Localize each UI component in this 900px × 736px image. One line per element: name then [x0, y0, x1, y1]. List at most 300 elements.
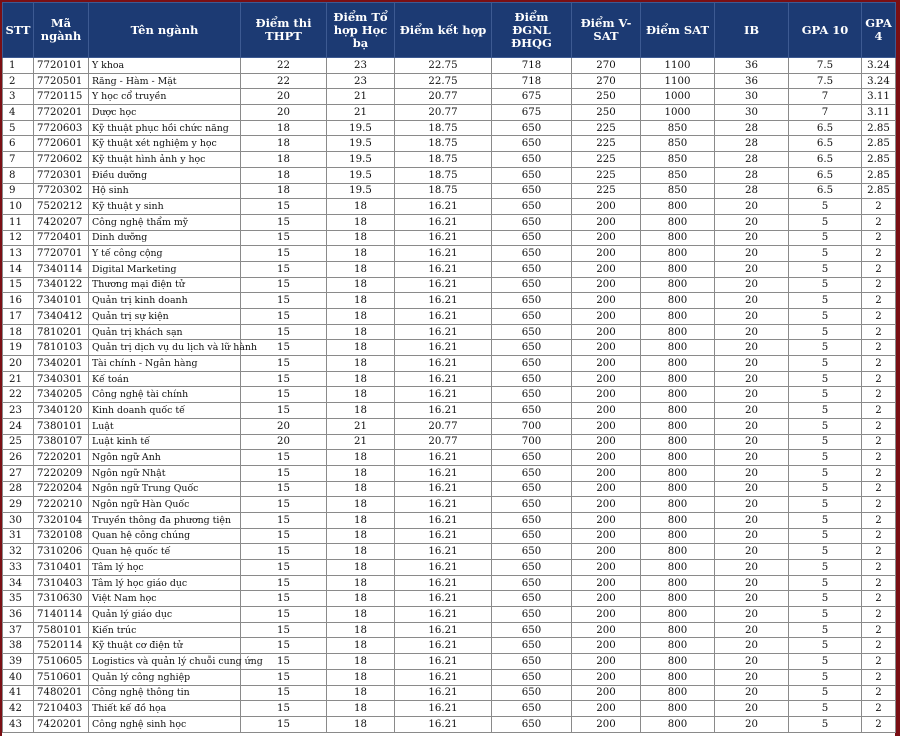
- cell-thpt-score: 15: [241, 324, 327, 340]
- cell-hocba-score: 18: [327, 685, 395, 701]
- cell-vsat-score: 200: [572, 591, 641, 607]
- cell-sat-score: 850: [641, 120, 715, 136]
- cell-stt: 31: [3, 528, 34, 544]
- cell-thpt-score: 15: [241, 544, 327, 560]
- cell-gpa4: 2: [862, 293, 896, 309]
- cell-major-name: Ngôn ngữ Hàn Quốc: [89, 497, 241, 513]
- cell-thpt-score: 15: [241, 528, 327, 544]
- cell-thpt-score: 15: [241, 309, 327, 325]
- cell-major-name: Tài chính - Ngân hàng: [89, 356, 241, 372]
- cell-ib-score: 20: [715, 199, 789, 215]
- cell-combined-score: 16.21: [395, 654, 492, 670]
- cell-vsat-score: 250: [572, 89, 641, 105]
- cell-hocba-score: 18: [327, 246, 395, 262]
- table-row: [3, 89, 896, 105]
- cell-ib-score: 20: [715, 293, 789, 309]
- cell-combined-score: 16.21: [395, 591, 492, 607]
- cell-gpa10: 5: [789, 701, 862, 717]
- cell-gpa4: 2: [862, 701, 896, 717]
- cell-combined-score: 16.21: [395, 214, 492, 230]
- cell-stt: 20: [3, 356, 34, 372]
- cell-thpt-score: 20: [241, 418, 327, 434]
- cell-sat-score: 800: [641, 669, 715, 685]
- cell-gpa4: 3.24: [862, 73, 896, 89]
- cell-gpa10: 5: [789, 340, 862, 356]
- cell-hocba-score: 18: [327, 497, 395, 513]
- cell-hocba-score: 18: [327, 356, 395, 372]
- cell-hocba-score: 18: [327, 199, 395, 215]
- cell-gpa10: 5: [789, 685, 862, 701]
- cell-gpa4: 2: [862, 214, 896, 230]
- cell-gpa10: 7.5: [789, 73, 862, 89]
- cell-major-name: Digital Marketing: [89, 261, 241, 277]
- cell-thpt-score: 15: [241, 685, 327, 701]
- header-combined-score: Điểm kết hợp: [395, 3, 492, 58]
- cell-stt: 1: [3, 58, 34, 74]
- cell-dgnl-score: 650: [492, 387, 572, 403]
- cell-major-code: 7720301: [34, 167, 89, 183]
- cell-gpa10: 5: [789, 356, 862, 372]
- cell-major-code: 7220201: [34, 450, 89, 466]
- cell-dgnl-score: 650: [492, 481, 572, 497]
- cell-sat-score: 800: [641, 497, 715, 513]
- cell-thpt-score: 15: [241, 371, 327, 387]
- cell-sat-score: 800: [641, 575, 715, 591]
- header-major-code: Mã ngành: [34, 3, 89, 58]
- cell-major-code: 7220204: [34, 481, 89, 497]
- cell-gpa10: 5: [789, 669, 862, 685]
- header-dgnl-score: Điểm ĐGNL ĐHQG: [492, 3, 572, 58]
- cell-dgnl-score: 650: [492, 246, 572, 262]
- cell-stt: 2: [3, 73, 34, 89]
- cell-gpa4: 2: [862, 387, 896, 403]
- cell-major-name: Công nghệ thông tin: [89, 685, 241, 701]
- cell-hocba-score: 19.5: [327, 152, 395, 168]
- cell-gpa10: 5: [789, 214, 862, 230]
- cell-gpa4: 2: [862, 638, 896, 654]
- cell-combined-score: 16.21: [395, 309, 492, 325]
- cell-vsat-score: 200: [572, 465, 641, 481]
- table-row: [3, 607, 896, 623]
- cell-vsat-score: 270: [572, 73, 641, 89]
- table-row: [3, 183, 896, 199]
- cell-gpa4: 2: [862, 685, 896, 701]
- cell-major-name: Dinh dưỡng: [89, 230, 241, 246]
- cell-ib-score: 20: [715, 591, 789, 607]
- cell-vsat-score: 200: [572, 277, 641, 293]
- table-row: [3, 497, 896, 513]
- cell-major-name: Răng - Hàm - Mặt: [89, 73, 241, 89]
- cell-major-code: 7720201: [34, 105, 89, 121]
- cell-dgnl-score: 650: [492, 199, 572, 215]
- cell-vsat-score: 200: [572, 607, 641, 623]
- cell-ib-score: 20: [715, 544, 789, 560]
- cell-hocba-score: 18: [327, 450, 395, 466]
- cell-combined-score: 18.75: [395, 183, 492, 199]
- cell-stt: 36: [3, 607, 34, 623]
- table-row: [3, 356, 896, 372]
- cell-gpa4: 2: [862, 403, 896, 419]
- cell-hocba-score: 18: [327, 638, 395, 654]
- cell-vsat-score: 200: [572, 199, 641, 215]
- cell-hocba-score: 18: [327, 340, 395, 356]
- cell-combined-score: 16.21: [395, 575, 492, 591]
- cell-ib-score: 28: [715, 167, 789, 183]
- cell-major-code: 7380107: [34, 434, 89, 450]
- cell-hocba-score: 18: [327, 654, 395, 670]
- cell-hocba-score: 18: [327, 465, 395, 481]
- cell-gpa10: 5: [789, 654, 862, 670]
- cell-vsat-score: 225: [572, 183, 641, 199]
- cell-combined-score: 16.21: [395, 638, 492, 654]
- table-row: [3, 309, 896, 325]
- cell-major-code: 7340114: [34, 261, 89, 277]
- cell-sat-score: 800: [641, 214, 715, 230]
- cell-combined-score: 20.77: [395, 89, 492, 105]
- cell-gpa4: 3.11: [862, 89, 896, 105]
- cell-stt: 5: [3, 120, 34, 136]
- cell-hocba-score: 18: [327, 387, 395, 403]
- cell-sat-score: 800: [641, 591, 715, 607]
- cell-vsat-score: 200: [572, 214, 641, 230]
- cell-gpa10: 6.5: [789, 120, 862, 136]
- cell-hocba-score: 18: [327, 481, 395, 497]
- cell-thpt-score: 22: [241, 58, 327, 74]
- cell-gpa4: 2: [862, 716, 896, 732]
- cell-gpa4: 2.85: [862, 120, 896, 136]
- cell-major-name: Thiết kế đồ họa: [89, 701, 241, 717]
- cell-dgnl-score: 650: [492, 340, 572, 356]
- cell-sat-score: 800: [641, 528, 715, 544]
- cell-vsat-score: 200: [572, 512, 641, 528]
- cell-major-name: Luật: [89, 418, 241, 434]
- cell-stt: 8: [3, 167, 34, 183]
- cell-hocba-score: 21: [327, 434, 395, 450]
- cell-thpt-score: 15: [241, 403, 327, 419]
- cell-major-name: Kinh doanh quốc tế: [89, 403, 241, 419]
- header-gpa10: GPA 10: [789, 3, 862, 58]
- cell-major-name: Quản lý giáo dục: [89, 607, 241, 623]
- cell-ib-score: 20: [715, 309, 789, 325]
- cell-combined-score: 20.77: [395, 434, 492, 450]
- cell-major-code: 7480201: [34, 685, 89, 701]
- admission-score-table: [2, 2, 896, 733]
- cell-combined-score: 16.21: [395, 356, 492, 372]
- cell-sat-score: 800: [641, 560, 715, 576]
- cell-hocba-score: 18: [327, 371, 395, 387]
- cell-stt: 4: [3, 105, 34, 121]
- cell-dgnl-score: 650: [492, 371, 572, 387]
- cell-gpa10: 5: [789, 575, 862, 591]
- table-row: [3, 105, 896, 121]
- cell-major-code: 7340120: [34, 403, 89, 419]
- cell-sat-score: 800: [641, 418, 715, 434]
- cell-vsat-score: 200: [572, 654, 641, 670]
- cell-hocba-score: 18: [327, 544, 395, 560]
- cell-major-code: 7510605: [34, 654, 89, 670]
- cell-gpa10: 5: [789, 387, 862, 403]
- cell-ib-score: 20: [715, 654, 789, 670]
- cell-major-code: 7220210: [34, 497, 89, 513]
- cell-thpt-score: 18: [241, 183, 327, 199]
- cell-vsat-score: 200: [572, 481, 641, 497]
- cell-gpa10: 5: [789, 371, 862, 387]
- cell-vsat-score: 200: [572, 434, 641, 450]
- table-row: [3, 434, 896, 450]
- cell-thpt-score: 15: [241, 199, 327, 215]
- cell-ib-score: 20: [715, 528, 789, 544]
- cell-gpa4: 2: [862, 622, 896, 638]
- cell-dgnl-score: 650: [492, 167, 572, 183]
- cell-major-code: 7720601: [34, 136, 89, 152]
- table-row: [3, 387, 896, 403]
- cell-sat-score: 800: [641, 277, 715, 293]
- cell-hocba-score: 18: [327, 669, 395, 685]
- table-row: [3, 575, 896, 591]
- cell-major-name: Quản trị dịch vụ du lịch và lữ hành: [89, 340, 241, 356]
- cell-dgnl-score: 650: [492, 591, 572, 607]
- cell-thpt-score: 18: [241, 136, 327, 152]
- cell-major-code: 7420207: [34, 214, 89, 230]
- cell-dgnl-score: 650: [492, 152, 572, 168]
- cell-stt: 34: [3, 575, 34, 591]
- cell-thpt-score: 15: [241, 246, 327, 262]
- cell-gpa4: 2: [862, 497, 896, 513]
- cell-dgnl-score: 650: [492, 512, 572, 528]
- cell-sat-score: 800: [641, 261, 715, 277]
- cell-sat-score: 800: [641, 371, 715, 387]
- cell-vsat-score: 200: [572, 638, 641, 654]
- cell-major-code: 7720701: [34, 246, 89, 262]
- cell-gpa10: 6.5: [789, 152, 862, 168]
- cell-major-name: Ngôn ngữ Trung Quốc: [89, 481, 241, 497]
- cell-gpa4: 2: [862, 340, 896, 356]
- table-row: [3, 403, 896, 419]
- cell-major-code: 7320108: [34, 528, 89, 544]
- cell-gpa4: 2: [862, 309, 896, 325]
- cell-ib-score: 20: [715, 481, 789, 497]
- table-row: [3, 136, 896, 152]
- cell-gpa10: 5: [789, 246, 862, 262]
- cell-vsat-score: 200: [572, 450, 641, 466]
- cell-major-code: 7510601: [34, 669, 89, 685]
- header-gpa4: GPA 4: [862, 3, 896, 58]
- cell-vsat-score: 200: [572, 669, 641, 685]
- cell-combined-score: 22.75: [395, 73, 492, 89]
- table-row: [3, 654, 896, 670]
- cell-thpt-score: 15: [241, 654, 327, 670]
- cell-ib-score: 20: [715, 512, 789, 528]
- cell-gpa10: 5: [789, 261, 862, 277]
- cell-sat-score: 800: [641, 685, 715, 701]
- cell-dgnl-score: 650: [492, 701, 572, 717]
- table-row: [3, 716, 896, 732]
- cell-vsat-score: 200: [572, 701, 641, 717]
- cell-combined-score: 16.21: [395, 544, 492, 560]
- cell-major-code: 7720115: [34, 89, 89, 105]
- cell-major-name: Kỹ thuật xét nghiệm y học: [89, 136, 241, 152]
- cell-stt: 12: [3, 230, 34, 246]
- header-hocba-score: Điểm Tổ hợp Học bạ: [327, 3, 395, 58]
- cell-major-name: Việt Nam học: [89, 591, 241, 607]
- cell-ib-score: 20: [715, 716, 789, 732]
- table-row: [3, 120, 896, 136]
- cell-combined-score: 16.21: [395, 528, 492, 544]
- cell-gpa4: 2: [862, 246, 896, 262]
- cell-dgnl-score: 650: [492, 560, 572, 576]
- cell-hocba-score: 18: [327, 512, 395, 528]
- cell-major-code: 7720602: [34, 152, 89, 168]
- cell-thpt-score: 15: [241, 622, 327, 638]
- cell-stt: 11: [3, 214, 34, 230]
- cell-vsat-score: 200: [572, 403, 641, 419]
- cell-major-code: 7340201: [34, 356, 89, 372]
- cell-stt: 25: [3, 434, 34, 450]
- cell-major-name: Quản trị kinh doanh: [89, 293, 241, 309]
- cell-ib-score: 20: [715, 575, 789, 591]
- table-row: [3, 277, 896, 293]
- cell-dgnl-score: 650: [492, 120, 572, 136]
- cell-major-name: Hộ sinh: [89, 183, 241, 199]
- cell-thpt-score: 15: [241, 214, 327, 230]
- cell-thpt-score: 15: [241, 497, 327, 513]
- cell-combined-score: 18.75: [395, 167, 492, 183]
- cell-thpt-score: 18: [241, 120, 327, 136]
- cell-major-name: Quan hệ công chúng: [89, 528, 241, 544]
- cell-sat-score: 800: [641, 309, 715, 325]
- cell-dgnl-score: 718: [492, 58, 572, 74]
- table-row: [3, 73, 896, 89]
- cell-dgnl-score: 650: [492, 497, 572, 513]
- cell-stt: 22: [3, 387, 34, 403]
- cell-vsat-score: 200: [572, 716, 641, 732]
- cell-major-code: 7220209: [34, 465, 89, 481]
- cell-ib-score: 28: [715, 152, 789, 168]
- header-major-name: Tên ngành: [89, 3, 241, 58]
- cell-vsat-score: 200: [572, 324, 641, 340]
- cell-ib-score: 20: [715, 387, 789, 403]
- cell-thpt-score: 15: [241, 591, 327, 607]
- cell-gpa4: 3.11: [862, 105, 896, 121]
- cell-dgnl-score: 650: [492, 136, 572, 152]
- cell-major-name: Quan hệ quốc tế: [89, 544, 241, 560]
- cell-gpa10: 5: [789, 544, 862, 560]
- table-row: [3, 371, 896, 387]
- cell-hocba-score: 18: [327, 324, 395, 340]
- cell-thpt-score: 15: [241, 560, 327, 576]
- cell-stt: 19: [3, 340, 34, 356]
- cell-sat-score: 850: [641, 167, 715, 183]
- cell-gpa4: 2: [862, 654, 896, 670]
- table-body: [3, 58, 896, 733]
- cell-thpt-score: 15: [241, 575, 327, 591]
- cell-dgnl-score: 650: [492, 465, 572, 481]
- cell-stt: 3: [3, 89, 34, 105]
- cell-vsat-score: 250: [572, 105, 641, 121]
- table-row: [3, 293, 896, 309]
- cell-major-code: 7340412: [34, 309, 89, 325]
- cell-gpa4: 2: [862, 230, 896, 246]
- cell-thpt-score: 15: [241, 701, 327, 717]
- cell-combined-score: 16.21: [395, 340, 492, 356]
- cell-gpa4: 2: [862, 607, 896, 623]
- cell-gpa4: 2: [862, 199, 896, 215]
- cell-dgnl-score: 650: [492, 324, 572, 340]
- cell-combined-score: 16.21: [395, 450, 492, 466]
- table-row: [3, 230, 896, 246]
- cell-dgnl-score: 650: [492, 450, 572, 466]
- cell-hocba-score: 18: [327, 591, 395, 607]
- cell-ib-score: 30: [715, 105, 789, 121]
- cell-stt: 26: [3, 450, 34, 466]
- cell-dgnl-score: 650: [492, 230, 572, 246]
- cell-stt: 41: [3, 685, 34, 701]
- header-stt: STT: [3, 3, 34, 58]
- cell-ib-score: 20: [715, 324, 789, 340]
- cell-dgnl-score: 650: [492, 403, 572, 419]
- cell-thpt-score: 15: [241, 261, 327, 277]
- cell-gpa4: 2: [862, 324, 896, 340]
- cell-gpa4: 2: [862, 528, 896, 544]
- cell-dgnl-score: 650: [492, 654, 572, 670]
- header-row: [3, 3, 896, 58]
- cell-major-name: Thương mại điện tử: [89, 277, 241, 293]
- cell-vsat-score: 200: [572, 685, 641, 701]
- cell-vsat-score: 225: [572, 167, 641, 183]
- cell-sat-score: 800: [641, 403, 715, 419]
- cell-hocba-score: 21: [327, 105, 395, 121]
- cell-major-code: 7810103: [34, 340, 89, 356]
- cell-stt: 16: [3, 293, 34, 309]
- cell-combined-score: 16.21: [395, 277, 492, 293]
- table-row: [3, 58, 896, 74]
- cell-vsat-score: 200: [572, 544, 641, 560]
- cell-ib-score: 20: [715, 261, 789, 277]
- table-row: [3, 481, 896, 497]
- cell-gpa4: 2: [862, 575, 896, 591]
- cell-ib-score: 20: [715, 340, 789, 356]
- cell-vsat-score: 200: [572, 309, 641, 325]
- cell-major-name: Luật kinh tế: [89, 434, 241, 450]
- cell-hocba-score: 18: [327, 607, 395, 623]
- cell-dgnl-score: 650: [492, 544, 572, 560]
- cell-gpa4: 2: [862, 371, 896, 387]
- cell-stt: 40: [3, 669, 34, 685]
- cell-vsat-score: 200: [572, 528, 641, 544]
- cell-stt: 30: [3, 512, 34, 528]
- cell-dgnl-score: 700: [492, 434, 572, 450]
- cell-gpa10: 5: [789, 418, 862, 434]
- cell-ib-score: 36: [715, 58, 789, 74]
- cell-major-name: Ngôn ngữ Nhật: [89, 465, 241, 481]
- cell-combined-score: 16.21: [395, 465, 492, 481]
- cell-sat-score: 800: [641, 199, 715, 215]
- header-vsat-score: Điểm V-SAT: [572, 3, 641, 58]
- cell-hocba-score: 18: [327, 277, 395, 293]
- cell-ib-score: 20: [715, 403, 789, 419]
- cell-dgnl-score: 700: [492, 418, 572, 434]
- cell-major-code: 7380101: [34, 418, 89, 434]
- cell-gpa10: 5: [789, 591, 862, 607]
- cell-gpa10: 5: [789, 403, 862, 419]
- cell-major-name: Kỹ thuật y sinh: [89, 199, 241, 215]
- cell-thpt-score: 18: [241, 167, 327, 183]
- cell-gpa10: 7.5: [789, 58, 862, 74]
- cell-sat-score: 800: [641, 246, 715, 262]
- cell-gpa10: 5: [789, 560, 862, 576]
- cell-stt: 32: [3, 544, 34, 560]
- cell-vsat-score: 225: [572, 136, 641, 152]
